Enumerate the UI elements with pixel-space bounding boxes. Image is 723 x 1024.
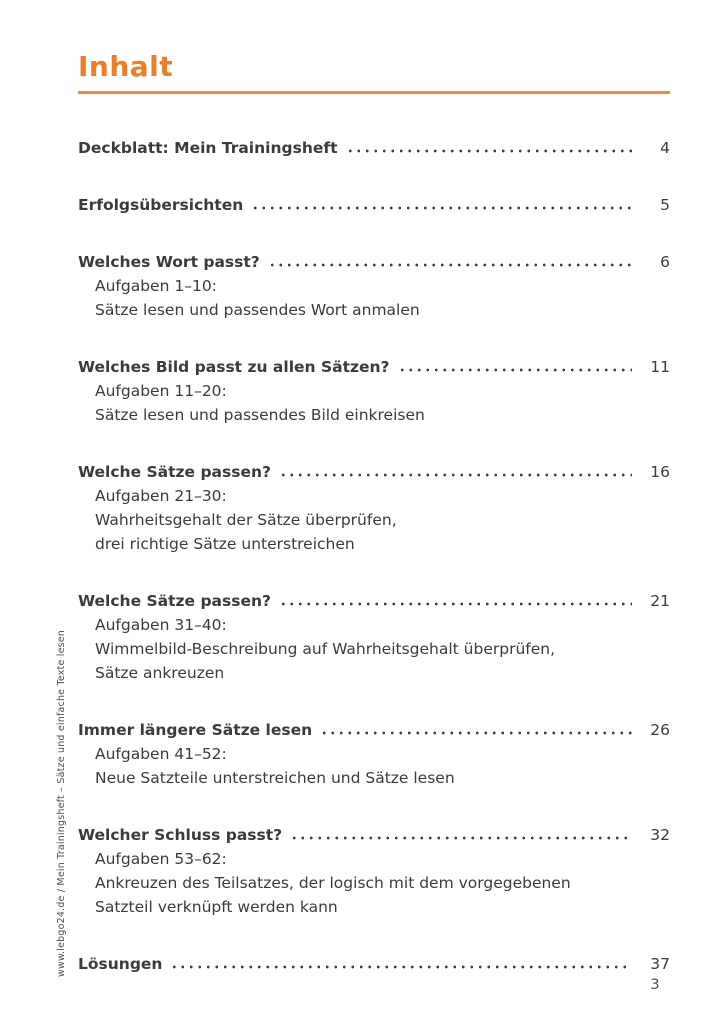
toc-entry-title: Welche Sätze passen? xyxy=(78,463,272,481)
toc-entry-descriptions xyxy=(95,274,670,322)
sidebar-credit-text: www.lebgo24.de / Mein Trainingsheft – Sätze und einfache Texte lesen xyxy=(56,629,67,977)
toc-entry xyxy=(78,460,670,556)
toc-entry-title: Welches Wort passt? xyxy=(78,253,260,271)
toc-entry-description: Sätze lesen und passendes Bild einkreisen xyxy=(95,406,425,424)
toc-entry-row xyxy=(78,718,670,742)
toc-entry-title: Lösungen xyxy=(78,955,163,973)
toc-entry-description: drei richtige Sätze unterstreichen xyxy=(95,535,355,553)
toc-entry-pagenum: 32 xyxy=(650,826,670,844)
toc-entry xyxy=(78,136,670,160)
toc-entry-pagenum: 6 xyxy=(660,253,670,271)
dotted-leader xyxy=(268,263,632,267)
toc-entry-description: Satzteil verknüpft werden kann xyxy=(95,898,338,916)
toc-entry-title: Welche Sätze passen? xyxy=(78,592,272,610)
toc-entry-row xyxy=(78,823,670,847)
toc-entry-descriptions xyxy=(95,379,670,427)
dotted-leader xyxy=(251,206,632,210)
toc-entry-pagenum: 16 xyxy=(650,463,670,481)
toc-entry-title: Deckblatt: Mein Trainingsheft xyxy=(78,139,338,157)
dotted-leader xyxy=(170,965,632,969)
dotted-leader xyxy=(346,149,632,153)
toc-entry-pagenum: 21 xyxy=(650,592,670,610)
dotted-leader xyxy=(279,602,632,606)
toc-entry-row xyxy=(78,193,670,217)
toc-entry-description: Aufgaben 1–10: xyxy=(95,277,217,295)
toc-entry-title: Immer längere Sätze lesen xyxy=(78,721,313,739)
toc-entry-pagenum: 26 xyxy=(650,721,670,739)
toc-entry-description: Wahrheitsgehalt der Sätze überprüfen, xyxy=(95,511,397,529)
toc-entry-description: Sätze lesen und passendes Wort anmalen xyxy=(95,301,420,319)
toc-entry-row xyxy=(78,136,670,160)
toc-entry-row xyxy=(78,250,670,274)
toc-entry xyxy=(78,589,670,685)
toc-entry-description: Aufgaben 53–62: xyxy=(95,850,227,868)
toc-entry-pagenum: 11 xyxy=(650,358,670,376)
toc-entry-description: Sätze ankreuzen xyxy=(95,664,225,682)
toc-entry-description: Aufgaben 11–20: xyxy=(95,382,227,400)
toc-list xyxy=(78,136,670,1009)
toc-entry-row xyxy=(78,589,670,613)
page-title: Inhalt xyxy=(78,50,174,83)
toc-entry-pagenum: 4 xyxy=(660,139,670,157)
toc-entry-pagenum: 5 xyxy=(660,196,670,214)
dotted-leader xyxy=(290,836,632,840)
toc-entry-title: Erfolgsübersichten xyxy=(78,196,244,214)
dotted-leader xyxy=(320,731,632,735)
toc-entry-row xyxy=(78,355,670,379)
toc-entry-description: Aufgaben 21–30: xyxy=(95,487,227,505)
toc-entry-row xyxy=(78,460,670,484)
toc-entry xyxy=(78,952,670,976)
toc-entry-descriptions xyxy=(95,484,670,556)
dotted-leader xyxy=(398,368,632,372)
toc-entry-descriptions xyxy=(95,613,670,685)
toc-entry xyxy=(78,250,670,322)
toc-entry xyxy=(78,193,670,217)
toc-entry-title: Welches Bild passt zu allen Sätzen? xyxy=(78,358,390,376)
toc-entry-descriptions xyxy=(95,742,670,790)
toc-entry-description: Aufgaben 41–52: xyxy=(95,745,227,763)
title-rule xyxy=(78,91,670,94)
toc-entry-row xyxy=(78,952,670,976)
toc-entry xyxy=(78,823,670,919)
toc-entry-description: Wimmelbild-Beschreibung auf Wahrheitsgehalt überprüfen, xyxy=(95,640,556,658)
toc-entry xyxy=(78,718,670,790)
toc-entry-description: Neue Satzteile unterstreichen und Sätze lesen xyxy=(95,769,455,787)
toc-entry-title: Welcher Schluss passt? xyxy=(78,826,283,844)
toc-entry-pagenum: 37 xyxy=(650,955,670,973)
dotted-leader xyxy=(279,473,632,477)
page-number: 3 xyxy=(650,977,660,993)
toc-entry-description: Aufgaben 31–40: xyxy=(95,616,227,634)
toc-entry xyxy=(78,355,670,427)
toc-entry-descriptions xyxy=(95,847,670,919)
toc-entry-description: Ankreuzen des Teilsatzes, der logisch mit dem vorgegebenen xyxy=(95,874,571,892)
